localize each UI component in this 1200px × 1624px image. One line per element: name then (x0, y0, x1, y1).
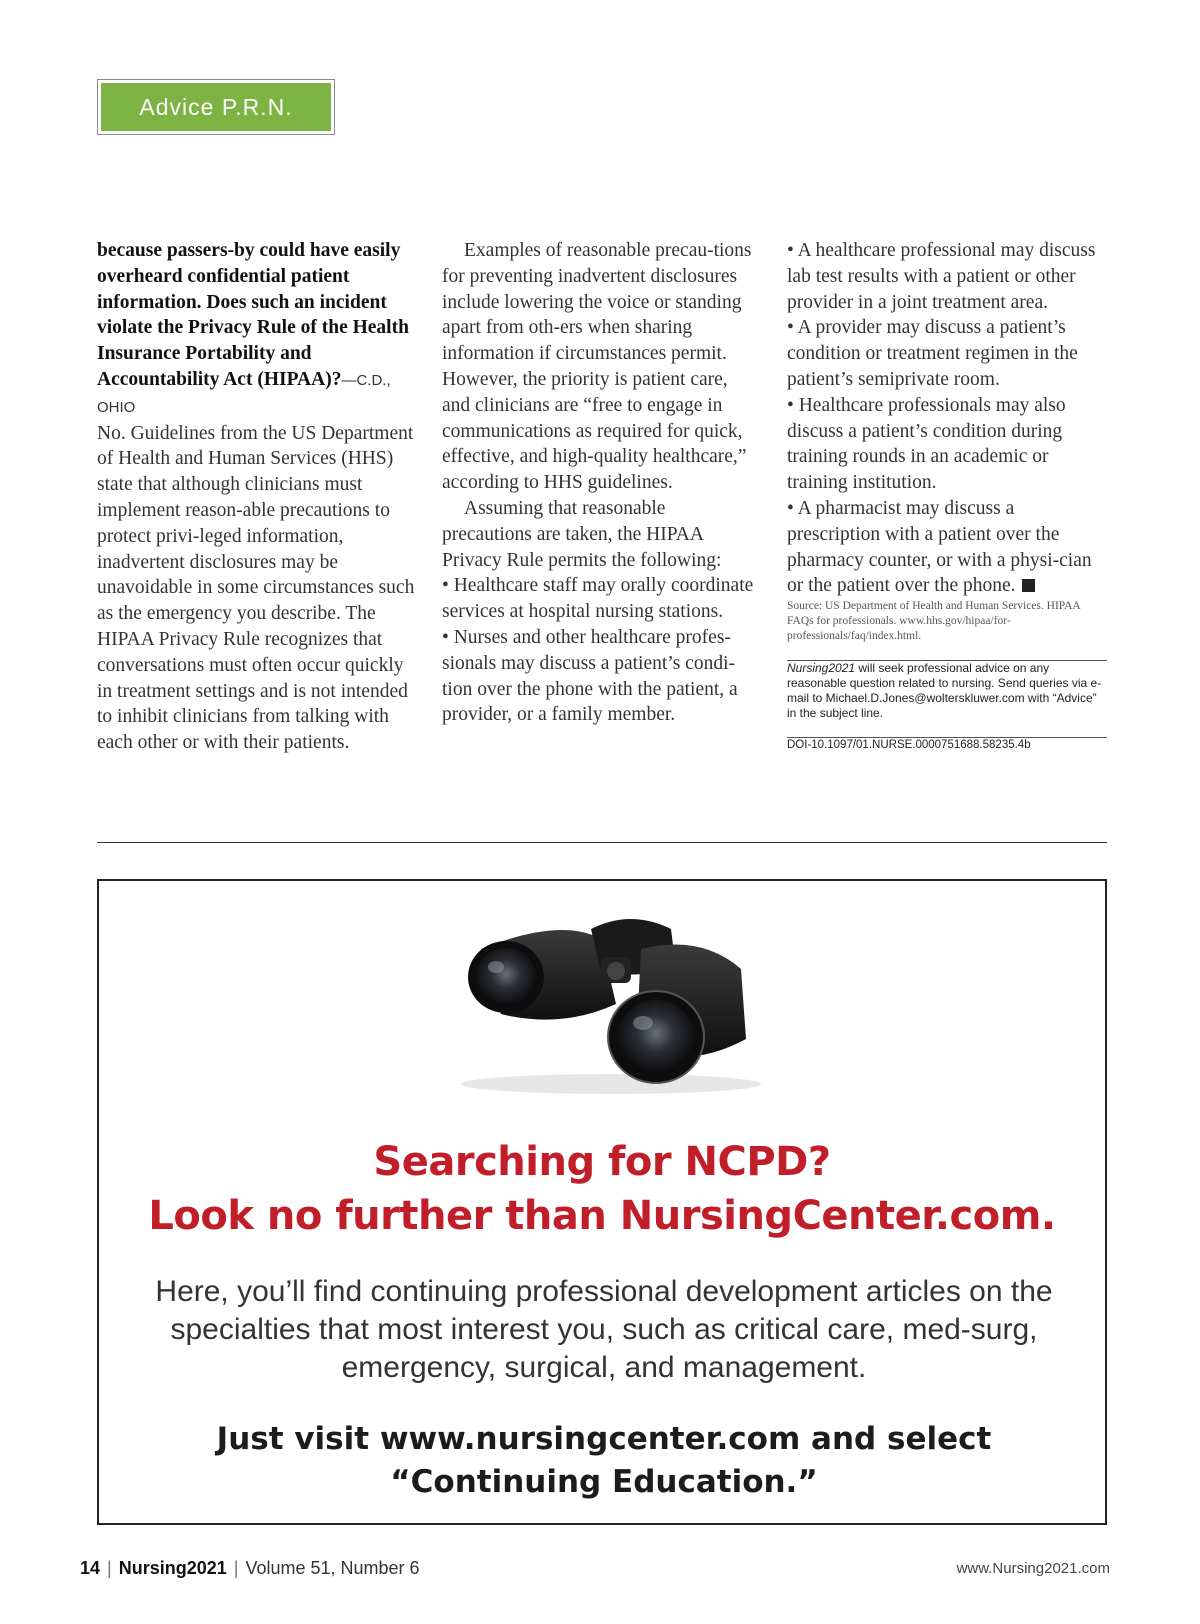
page-divider (97, 842, 1107, 843)
doi-text: DOI-10.1097/01.NURSE.0000751688.58235.4b (787, 739, 1031, 752)
article-column-2 (442, 238, 760, 728)
question-attribution: —C.D., OHIO (97, 371, 391, 416)
section-tag (97, 79, 335, 135)
page-footer (80, 1558, 1110, 1582)
ad-cta-line2: “Continuing Education.” (390, 1464, 818, 1500)
section-tag-label: Advice P.R.N. (101, 83, 331, 131)
ad-headline-line2: Look no further than NursingCenter.com. (148, 1193, 1056, 1239)
end-of-article-icon (1022, 579, 1035, 592)
submission-note (787, 661, 1107, 721)
paragraph-precautions: Examples of reasonable precau-tions for preventing inadvertent disclosures include lowering the voice or standing apart from oth-ers when sharing information if circumstances permit. However, the priority is patient care, and clinicians are “free to engage in communications as required for quick, effective, and high-quality healthcare,” according to HHS guidelines. (442, 240, 752, 494)
ad-cta-line1: Just visit www.nursingcenter.com and select (216, 1421, 992, 1457)
bullet-text: • A pharmacist may discuss a prescription with a patient over the pharmacy counter, or with a physi-cian or the patient over the phone. (787, 497, 1092, 597)
bullet-item: • A provider may discuss a patient’s condition or treatment regimen in the patient’s semiprivate room. (787, 317, 1078, 390)
ad-call-to-action (139, 1418, 1069, 1504)
answer-paragraph: No. Guidelines from the US Department of Health and Human Services (HHS) state that although clinicians must implement reason-able precautions to protect privi-leged information, inadvertent disclosures may be unavoidable in some circumstances such as the emergency you describe. The HIPAA Privacy Rule recognizes that conversations must often occur quickly in treatment settings and is not intended to inhibit clinicians from talking with each other or with their patients. (97, 422, 415, 754)
advertisement (97, 879, 1107, 1525)
bullet-item: • Nurses and other healthcare profes-sionals may discuss a patient’s condi-tion over the phone with the patient, a provider, or a family member. (442, 626, 738, 726)
bullet-item: • A healthcare professional may discuss lab test results with a patient or other provider in a joint treatment area. (787, 240, 1096, 313)
ad-headline (99, 1135, 1105, 1243)
question-bold: because passers-by could have easily overheard confidential patient information. Does such an incident violate the Privacy Rule of the Health Insurance Portability and Accountability Act (HIPAA)? (97, 240, 409, 390)
question-text (97, 238, 415, 421)
bullet-item-last (787, 496, 1107, 599)
footer-journal: Nursing2021 (118, 1558, 227, 1578)
page-number: 14 (80, 1558, 101, 1578)
note-journal-name: Nursing2021 (787, 661, 856, 676)
footer-issue: Volume 51, Number 6 (245, 1558, 420, 1578)
ad-headline-line1: Searching for NCPD? (373, 1139, 831, 1185)
note-text: will seek professional advice on any reasonable question related to nursing. Send queries via e-mail to Michael.D.Jones@wolterskluwer.com with “Advice” in the subject line. (787, 661, 1102, 721)
bullet-item: • Healthcare professionals may also discuss a patient’s condition during training rounds in an academic or training institution. (787, 394, 1066, 494)
source-citation: Source: US Department of Health and Human Services. HIPAA FAQs for professionals. www.hhs.gov/hipaa/for-professionals/faq/index.html. (787, 600, 1081, 643)
article-column-3 (787, 238, 1107, 753)
ad-body-text: Here, you’ll find continuing professional development articles on the specialties that most interest you, such as critical care, med-surg, emergency, surgical, and management. (155, 1275, 1053, 1384)
article-column-1 (97, 238, 415, 756)
footer-left: 14 | Nursing2021 | Volume 51, Number 6 (80, 1558, 420, 1578)
paragraph-permits: Assuming that reasonable precautions are taken, the HIPAA Privacy Rule permits the following: (442, 497, 722, 571)
binoculars-icon (441, 909, 781, 1099)
bullet-item: • Healthcare staff may orally coordinate services at hospital nursing stations. (442, 575, 754, 623)
footer-website: www.Nursing2021.com (956, 1560, 1110, 1577)
